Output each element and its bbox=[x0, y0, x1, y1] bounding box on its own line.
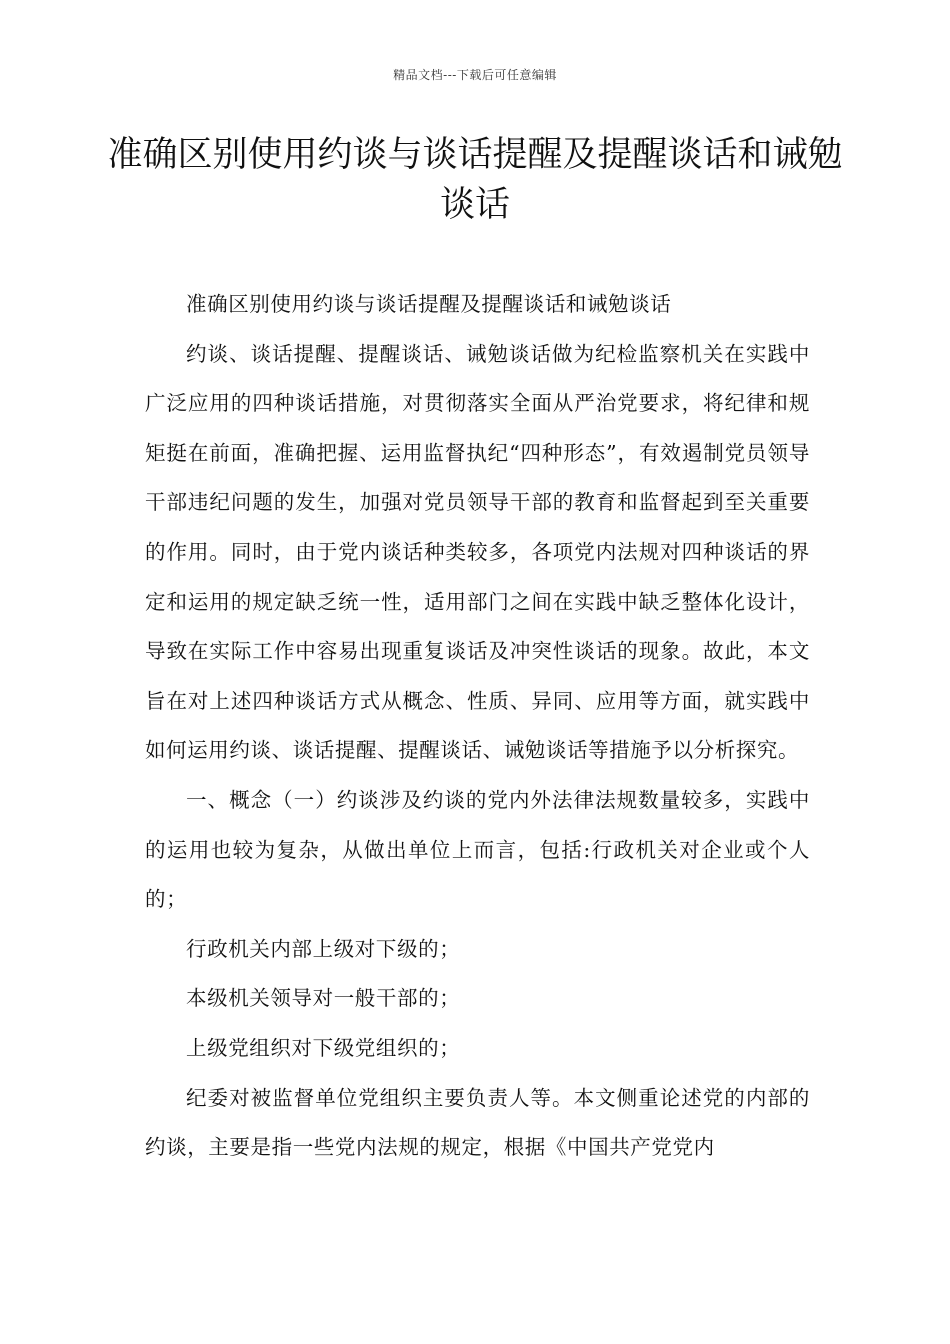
paragraph: 纪委对被监督单位党组织主要负责人等。本文侧重论述党的内部的约谈，主要是指一些党内法规的规定，根据《中国共产党党内 bbox=[145, 1085, 810, 1160]
paragraph: 行政机关内部上级对下级的； bbox=[186, 936, 461, 961]
paragraph: 本级机关领导对一般干部的； bbox=[186, 986, 461, 1011]
paragraph: 约谈、谈话提醒、提醒谈话、诫勉谈话做为纪检监察机关在实践中广泛应用的四种谈话措施，对贯彻落实全面从严治党要求，将纪律和规矩挺在前面，准确把握、运用监督执纪“四种形态”，有效遏制党员领导干部违纪问题的发生，加强对党员领导干部的教育和监督起到至关重要的作用。同时，由于党内谈话种类较多，各项党内法规对四种谈话的界定和运用的规定缺乏统一性，适用部门之间在实践中缺乏整体化设计，导致在实际工作中容易出现重复谈话及冲突性谈话的现象。故此，本文旨在对上述四种谈话方式从概念、性质、异同、应用等方面，就实践中如何运用约谈、谈话提醒、提醒谈话、诫勉谈话等措施予以分析探究。 bbox=[145, 341, 810, 763]
document-title: 准确区别使用约谈与谈话提醒及提醒谈话和诫勉谈话 bbox=[107, 135, 843, 225]
paragraph: 准确区别使用约谈与谈话提醒及提醒谈话和诫勉谈话 bbox=[186, 292, 672, 316]
paragraph: 一、概念（一）约谈涉及约谈的党内外法律法规数量较多，实践中的运用也较为复杂，从做出单位上而言，包括:行政机关对企业或个人的； bbox=[145, 787, 810, 912]
header-note: 精品文档---下载后可任意编辑 bbox=[393, 68, 557, 82]
paragraph: 上级党组织对下级党组织的； bbox=[186, 1035, 461, 1060]
document-body bbox=[145, 280, 810, 1173]
